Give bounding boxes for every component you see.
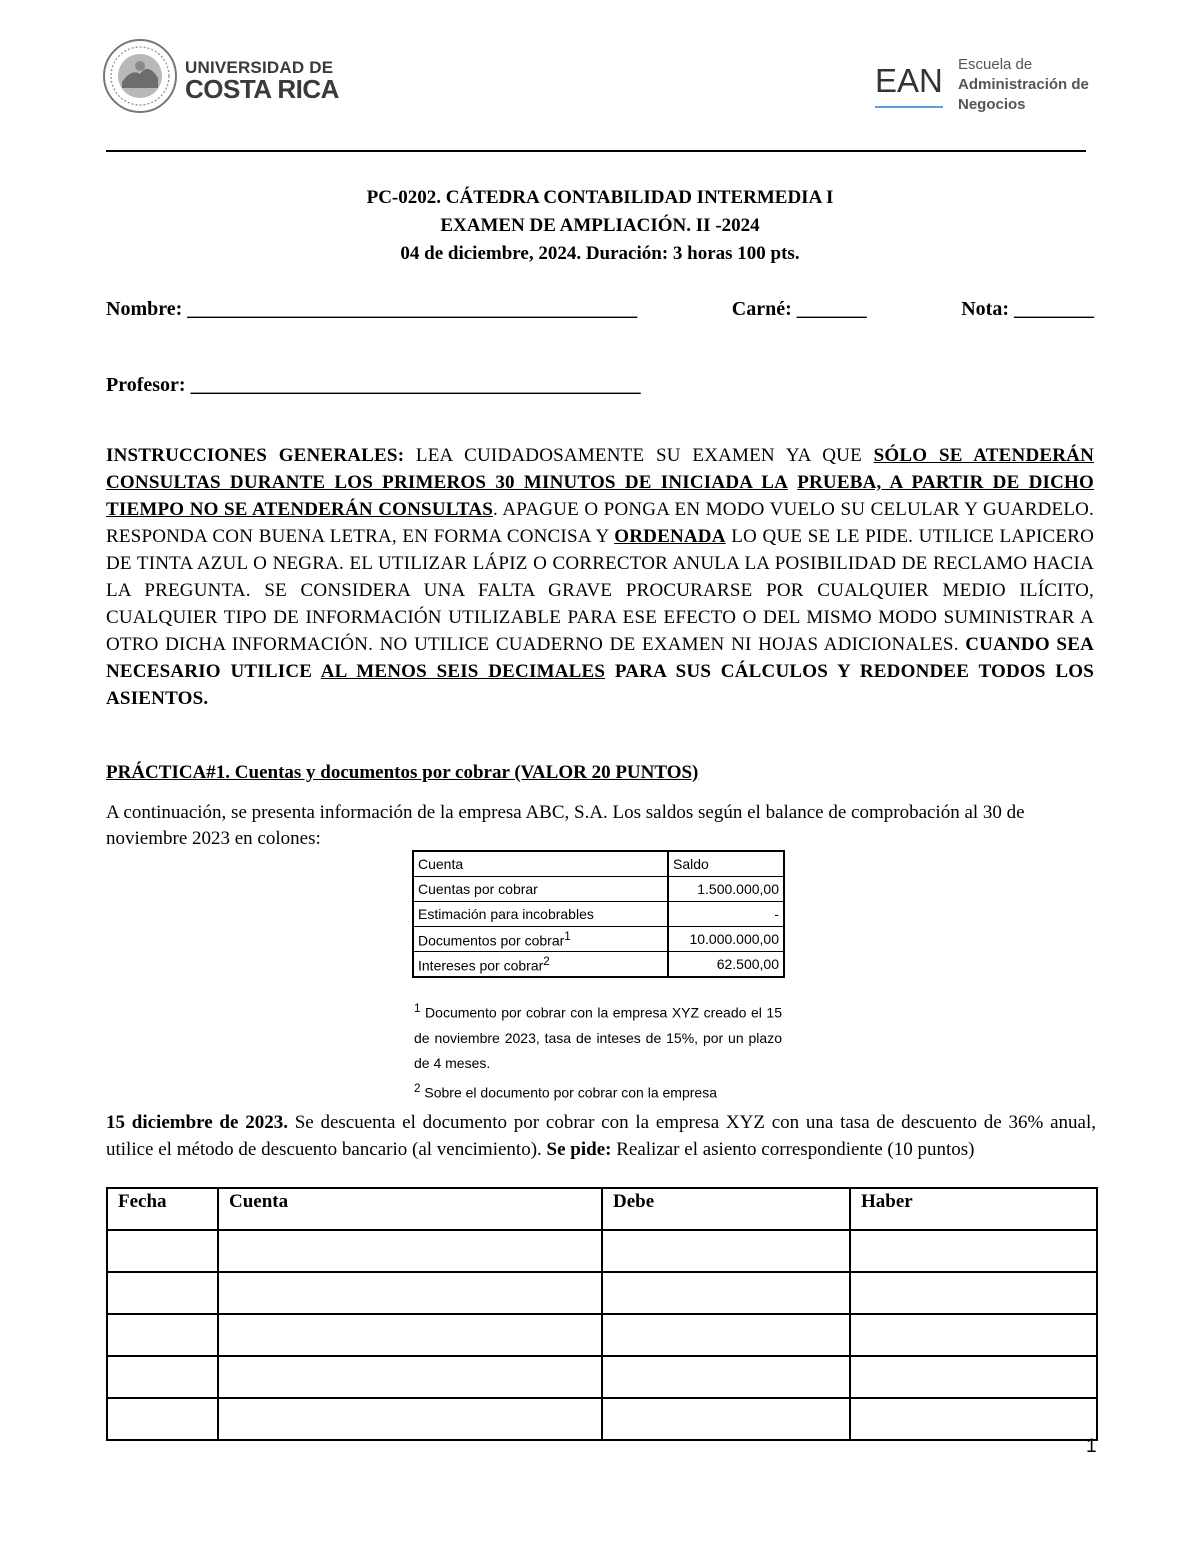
ean-name-line1: Escuela de	[958, 56, 1033, 73]
footnote-1-marker: 1	[414, 1002, 421, 1015]
cuenta-cell: Estimación para incobrables	[413, 902, 668, 927]
cuenta-cell: Cuentas por cobrar	[413, 877, 668, 902]
ean-school-name	[958, 55, 1089, 115]
footnote-marker: 2	[543, 954, 550, 968]
instructions-bold-2: PARA SUS CÁLCULOS Y REDONDEE TODOS LOS ASIENTOS.	[106, 661, 1094, 709]
ucr-name-line2: COSTA RICA	[185, 74, 339, 104]
question-date: 15 diciembre de 2023.	[106, 1112, 288, 1133]
header-saldo: Saldo	[668, 851, 784, 877]
practice-heading: PRÁCTICA#1. Cuentas y documentos por cobrar (VALOR 20 PUNTOS)	[106, 762, 699, 783]
question-1	[106, 1109, 1096, 1163]
header-cuenta: Cuenta	[218, 1188, 602, 1230]
table-row	[107, 1230, 1097, 1272]
fecha-cell[interactable]	[107, 1272, 218, 1314]
cuenta-text: Intereses por cobrar	[418, 957, 544, 974]
nombre-field[interactable]	[106, 298, 637, 321]
cuenta-cell[interactable]	[218, 1356, 602, 1398]
journal-header-row	[107, 1188, 1097, 1230]
ean-name-line2: Administración de	[958, 76, 1089, 93]
cuenta-cell	[413, 952, 668, 978]
nombre-blank[interactable]: _____________________________________________	[187, 298, 638, 320]
fecha-cell[interactable]	[107, 1398, 218, 1440]
fecha-cell[interactable]	[107, 1314, 218, 1356]
carne-label: Carné:	[731, 298, 792, 320]
footnote-2	[414, 1076, 782, 1106]
course-title: PC-0202. CÁTEDRA CONTABILIDAD INTERMEDIA I	[366, 187, 834, 208]
table-row	[413, 902, 784, 927]
nota-label: Nota:	[961, 298, 1009, 320]
debe-cell[interactable]	[602, 1230, 850, 1272]
header-debe: Debe	[602, 1188, 850, 1230]
nota-blank[interactable]: ________	[1014, 298, 1094, 320]
fecha-cell[interactable]	[107, 1230, 218, 1272]
cuenta-cell[interactable]	[218, 1230, 602, 1272]
instructions-emphasis-3: ORDENADA	[614, 526, 726, 547]
debe-cell[interactable]	[602, 1356, 850, 1398]
page-number: 1	[1086, 1436, 1097, 1457]
balances-header-row	[413, 851, 784, 877]
header-haber: Haber	[850, 1188, 1097, 1230]
table-row	[107, 1272, 1097, 1314]
instructions-label: INSTRUCCIONES GENERALES:	[106, 445, 405, 466]
haber-cell[interactable]	[850, 1356, 1097, 1398]
cuenta-cell[interactable]	[218, 1272, 602, 1314]
question-text-1: Se descuenta el documento por cobrar con la empresa XYZ con una tasa de descuento de 36% anual, utilice el método de descuento bancario (al vencimiento).	[106, 1112, 1096, 1160]
ean-logo: EAN	[875, 62, 943, 99]
instructions-emphasis-2: PRUEBA, A PARTIR DE DICHO TIEMPO NO SE ATENDERÁN CONSULTAS	[106, 472, 1094, 520]
debe-cell[interactable]	[602, 1398, 850, 1440]
footnote-1	[414, 996, 782, 1076]
balances-table	[412, 850, 785, 978]
footnote-1-text: Documento por cobrar con la empresa XYZ creado el 15 de noviembre 2023, tasa de inteses de 15%, por un plazo de 4 meses.	[414, 1004, 782, 1071]
question-se-pide: Se pide:	[546, 1139, 612, 1160]
instructions-text-3: LO QUE SE LE PIDE. UTILICE LAPICERO DE TINTA AZUL O NEGRA. EL UTILIZAR LÁPIZ O CORRECTOR ANULA LA POSIBILIDAD DE RECLAMO HACIA LA PREGUNTA. SE CONSIDERA UNA FALTA GRAVE PROCURARSE POR CUALQUIER MEDIO ILÍCITO, CUALQUIER TIPO DE INFORMACIÓN UTILIZABLE PARA ESE EFECTO O DEL MISMO MODO SUMINISTRAR A OTRO DICHA INFORMACIÓN. NO UTILICE CUADERNO DE EXAMEN NI HOJAS ADICIONALES.	[106, 526, 1094, 655]
ean-name-line3: Negocios	[958, 96, 1026, 113]
practice-intro: A continuación, se presenta información de la empresa ABC, S.A. Los saldos según el balance de comprobación al 30 de noviembre 2023 en colones:	[106, 802, 1025, 849]
table-row	[413, 927, 784, 952]
haber-cell[interactable]	[850, 1272, 1097, 1314]
ean-logo-underline	[875, 106, 943, 108]
instructions-bold-1: CUANDO SEA NECESARIO UTILICE	[106, 634, 1094, 682]
student-info-row	[106, 298, 1094, 321]
profesor-blank[interactable]: _____________________________________________	[190, 374, 641, 396]
saldo-cell: 1.500.000,00	[668, 877, 784, 902]
question-text-2: Realizar el asiento correspondiente (10 puntos)	[611, 1139, 975, 1160]
header-fecha: Fecha	[107, 1188, 218, 1230]
instructions-text-2: . APAGUE O PONGA EN MODO VUELO SU CELULAR Y GUARDELO. RESPONDA CON BUENA LETRA, EN FORMA CONCISA Y	[106, 499, 1094, 547]
debe-cell[interactable]	[602, 1314, 850, 1356]
footnote-2-marker: 2	[414, 1081, 421, 1095]
footnote-marker: 1	[564, 929, 571, 943]
cuenta-cell[interactable]	[218, 1398, 602, 1440]
exam-title-block	[0, 184, 1200, 268]
instructions-emphasis-4: AL MENOS SEIS DECIMALES	[320, 661, 606, 682]
table-row	[107, 1398, 1097, 1440]
table-row	[413, 877, 784, 902]
footnote-2-text: Sobre el documento por cobrar con la empresa	[424, 1084, 717, 1101]
ucr-name-line1: UNIVERSIDAD DE	[185, 58, 334, 77]
carne-blank[interactable]: _______	[796, 298, 867, 320]
instructions-emphasis-1: SÓLO SE ATENDERÁN CONSULTAS DURANTE LOS PRIMEROS 30 MINUTOS DE INICIADA LA	[106, 445, 1094, 493]
debe-cell[interactable]	[602, 1272, 850, 1314]
haber-cell[interactable]	[850, 1314, 1097, 1356]
general-instructions	[106, 442, 1094, 712]
table-footnotes	[414, 996, 782, 1105]
exam-title: EXAMEN DE AMPLIACIÓN. II -2024	[440, 215, 760, 236]
table-row	[107, 1356, 1097, 1398]
haber-cell[interactable]	[850, 1230, 1097, 1272]
instructions-text-1: LEA CUIDADOSAMENTE SU EXAMEN YA QUE	[404, 445, 874, 466]
saldo-cell: 62.500,00	[668, 952, 784, 978]
instructions-space	[788, 472, 797, 493]
header-divider	[106, 150, 1086, 152]
cuenta-cell	[413, 927, 668, 952]
nombre-label: Nombre:	[106, 298, 183, 320]
header-cuenta: Cuenta	[413, 851, 668, 877]
cuenta-cell[interactable]	[218, 1314, 602, 1356]
saldo-cell: -	[668, 902, 784, 927]
ucr-seal-logo	[102, 38, 178, 114]
profesor-field[interactable]	[106, 374, 641, 397]
haber-cell[interactable]	[850, 1398, 1097, 1440]
exam-date-duration: 04 de diciembre, 2024. Duración: 3 horas 100 pts.	[400, 243, 800, 264]
carne-field[interactable]	[732, 298, 867, 321]
table-row	[413, 952, 784, 978]
journal-entry-table	[106, 1187, 1098, 1441]
cuenta-text: Documentos por cobrar	[418, 932, 565, 949]
nota-field[interactable]	[961, 298, 1094, 321]
fecha-cell[interactable]	[107, 1356, 218, 1398]
profesor-label: Profesor:	[106, 374, 186, 396]
saldo-cell: 10.000.000,00	[668, 927, 784, 952]
table-row	[107, 1314, 1097, 1356]
